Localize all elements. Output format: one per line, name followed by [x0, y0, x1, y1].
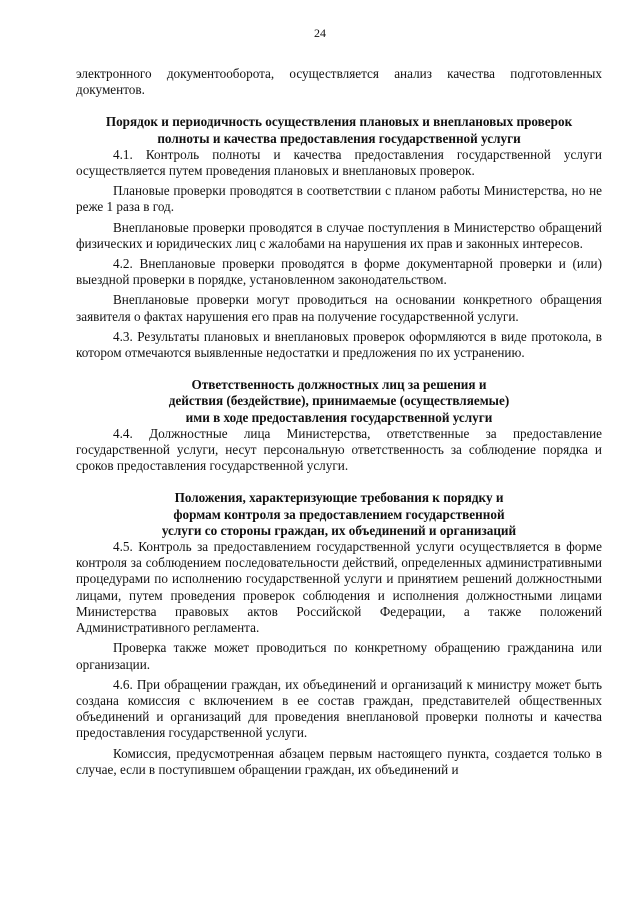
page-number: 24	[314, 26, 326, 40]
paragraph: 4.5. Контроль за предоставлением государственной услуги осуществляется в форме контроля за соблюдением последовательности действий, определенных административными процедурами по исполнению государственной услуги и принятием решений должностными лицами, путем проведения проверок соблюдения и исполнения должностными лицами Министерства правовых актов Российской Федерации, а также положений Административного регламента.	[76, 539, 602, 636]
section-public-control	[76, 490, 602, 777]
paragraph: 4.2. Внеплановые проверки проводятся в форме документарной проверки и (или) выездной проверки в порядке, установленном законодательством.	[76, 256, 602, 288]
paragraph: 4.3. Результаты плановых и внеплановых проверок оформляются в виде протокола, в котором отмечаются выявленные недостатки и предложения по их устранению.	[76, 328, 602, 361]
page-content	[76, 66, 602, 778]
paragraph: Комиссия, предусмотренная абзацем первым настоящего пункта, создается только в случае, если в поступившем обращении граждан, их объединений и	[76, 745, 602, 777]
heading-line: полноты и качества предоставления государственной услуги	[157, 130, 521, 146]
heading-line: Положения, характеризующие требования к порядку и	[174, 490, 504, 506]
intro-paragraph: электронного документооборота, осуществляется анализ качества подготовленных документов.	[76, 66, 602, 98]
paragraph: Внеплановые проверки могут проводиться на основании конкретного обращения заявителя о фактах нарушения его прав на получение государственной услуги.	[76, 292, 602, 324]
heading-line: Ответственность должностных лиц за решения и	[191, 377, 487, 393]
paragraph: Проверка также может проводиться по конкретному обращению гражданина или организации.	[76, 640, 602, 672]
section-heading	[76, 114, 602, 146]
section-heading	[76, 377, 602, 426]
paragraph: 4.6. При обращении граждан, их объединений и организаций к министру может быть создана комиссия с включением в ее состав граждан, представителей общественных объединений и организаций для проведения внеплановой проверки полноты и качества предоставления государственной услуги.	[76, 676, 602, 741]
paragraph: 4.1. Контроль полноты и качества предоставления государственной услуги осуществляется путем проведения плановых и внеплановых проверок.	[76, 146, 602, 179]
section-inspections	[76, 114, 602, 361]
paragraph: Внеплановые проверки проводятся в случае поступления в Министерство обращений физических и юридических лиц с жалобами на нарушения их прав и законных интересов.	[76, 219, 602, 251]
heading-line: услуги со стороны граждан, их объединений и организаций	[161, 522, 517, 538]
paragraph: Плановые проверки проводятся в соответствии с планом работы Министерства, но не реже 1 раза в год.	[76, 183, 602, 215]
heading-line: формам контроля за предоставлением государственной	[173, 506, 505, 522]
heading-line: ими в ходе предоставления государственной услуги	[185, 409, 493, 425]
section-heading	[76, 490, 602, 539]
section-responsibility	[76, 377, 602, 474]
paragraph: 4.4. Должностные лица Министерства, ответственные за предоставление государственной услуги, несут персональную ответственность за соблюдение порядка и сроков предоставления государственной услуги.	[76, 425, 602, 474]
heading-line: Порядок и периодичность осуществления плановых и внеплановых проверок	[105, 114, 573, 130]
heading-line: действия (бездействие), принимаемые (осуществляемые)	[168, 393, 510, 409]
